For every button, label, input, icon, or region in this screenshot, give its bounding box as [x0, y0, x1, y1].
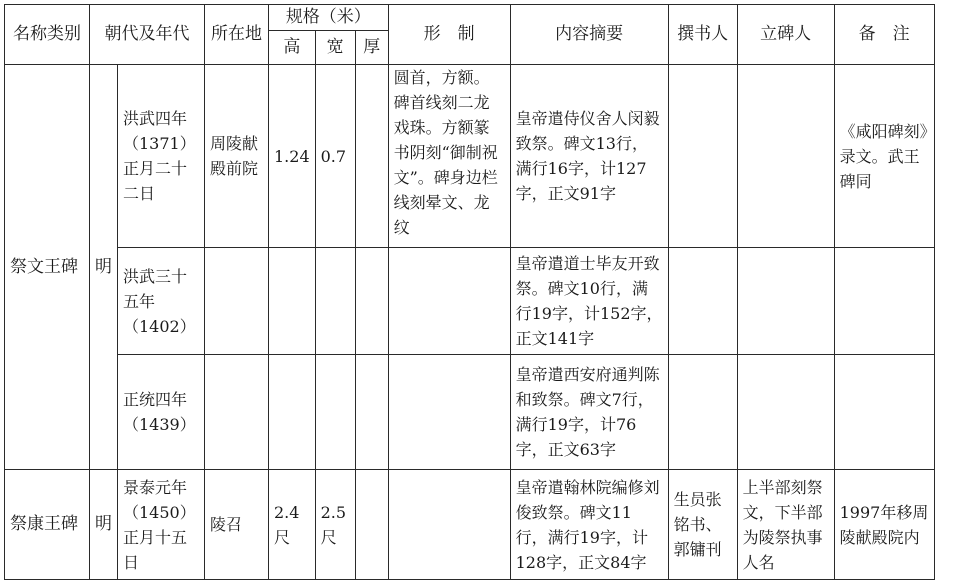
row-height-cell: 2.4尺	[269, 470, 316, 580]
row-summary-cell: 皇帝遣侍仪舍人闵毅致祭。碑文13行，满行16字，计127字，正文91字	[510, 65, 668, 248]
table-row	[5, 248, 935, 355]
row-date-cell: 正统四年（1439）	[118, 355, 205, 470]
row-summary-cell: 皇帝遣道士毕友开致祭。碑文10行，满行19字，计152字，正文141字	[510, 248, 668, 355]
header-spec: 规格（米）	[269, 5, 389, 31]
row-location-cell	[205, 355, 269, 470]
row-dynasty-cell: 明	[90, 470, 118, 580]
row-dynasty-cell: 明	[90, 65, 118, 470]
row-width-cell	[315, 248, 355, 355]
header-location: 所在地	[205, 5, 269, 65]
row-notes-cell	[834, 248, 934, 355]
row-height-cell	[269, 355, 316, 470]
table-row	[5, 355, 935, 470]
header-height: 高	[269, 31, 316, 65]
row-writer-cell	[668, 65, 737, 248]
row-notes-cell: 《咸阳碑刻》录文。武王碑同	[834, 65, 934, 248]
row-writer-cell: 生员张铭书、郭镛刊	[668, 470, 737, 580]
row-thickness-cell	[355, 248, 388, 355]
row-thickness-cell	[355, 355, 388, 470]
row-width-cell: 2.5尺	[315, 470, 355, 580]
header-form: 形 制	[388, 5, 510, 65]
table-row	[5, 470, 935, 580]
row-date-cell: 洪武四年（1371）正月二十二日	[118, 65, 205, 248]
row-location-cell: 陵召	[205, 470, 269, 580]
row-name-cell: 祭文王碑	[5, 65, 90, 470]
row-form-cell: 圆首，方额。碑首线刻二龙戏珠。方额篆书阴刻“御制祝文”。碑身边栏线刻晕文、龙纹	[388, 65, 510, 248]
row-height-cell	[269, 248, 316, 355]
row-notes-cell: 1997年移周陵献殿院内	[834, 470, 934, 580]
row-name-cell: 祭康王碑	[5, 470, 90, 580]
table-row	[5, 65, 935, 248]
header-notes: 备 注	[834, 5, 934, 65]
row-form-cell	[388, 248, 510, 355]
row-thickness-cell	[355, 65, 388, 248]
header-erector: 立碑人	[737, 5, 834, 65]
row-date-cell: 景泰元年（1450）正月十五日	[118, 470, 205, 580]
row-writer-cell	[668, 355, 737, 470]
header-dynasty-date: 朝代及年代	[90, 5, 205, 65]
row-width-cell	[315, 355, 355, 470]
stele-table	[4, 4, 935, 580]
row-location-cell: 周陵献殿前院	[205, 65, 269, 248]
header-name: 名称类别	[5, 5, 90, 65]
row-thickness-cell	[355, 470, 388, 580]
row-date-cell: 洪武三十五年（1402）	[118, 248, 205, 355]
row-height-cell: 1.24	[269, 65, 316, 248]
row-erector-cell	[737, 65, 834, 248]
header-thickness: 厚	[355, 31, 388, 65]
row-width-cell: 0.7	[315, 65, 355, 248]
row-erector-cell	[737, 355, 834, 470]
header-writer: 撰书人	[668, 5, 737, 65]
row-erector-cell: 上半部刻祭文，下半部为陵祭执事人名	[737, 470, 834, 580]
header-summary: 内容摘要	[510, 5, 668, 65]
row-writer-cell	[668, 248, 737, 355]
row-summary-cell: 皇帝遣西安府通判陈和致祭。碑文7行，满行19字，计76字，正文63字	[510, 355, 668, 470]
row-location-cell	[205, 248, 269, 355]
row-form-cell	[388, 470, 510, 580]
row-summary-cell: 皇帝遣翰林院编修刘俊致祭。碑文11行，满行19字，计128字，正文84字	[510, 470, 668, 580]
row-erector-cell	[737, 248, 834, 355]
row-form-cell	[388, 355, 510, 470]
header-width: 宽	[315, 31, 355, 65]
row-notes-cell	[834, 355, 934, 470]
